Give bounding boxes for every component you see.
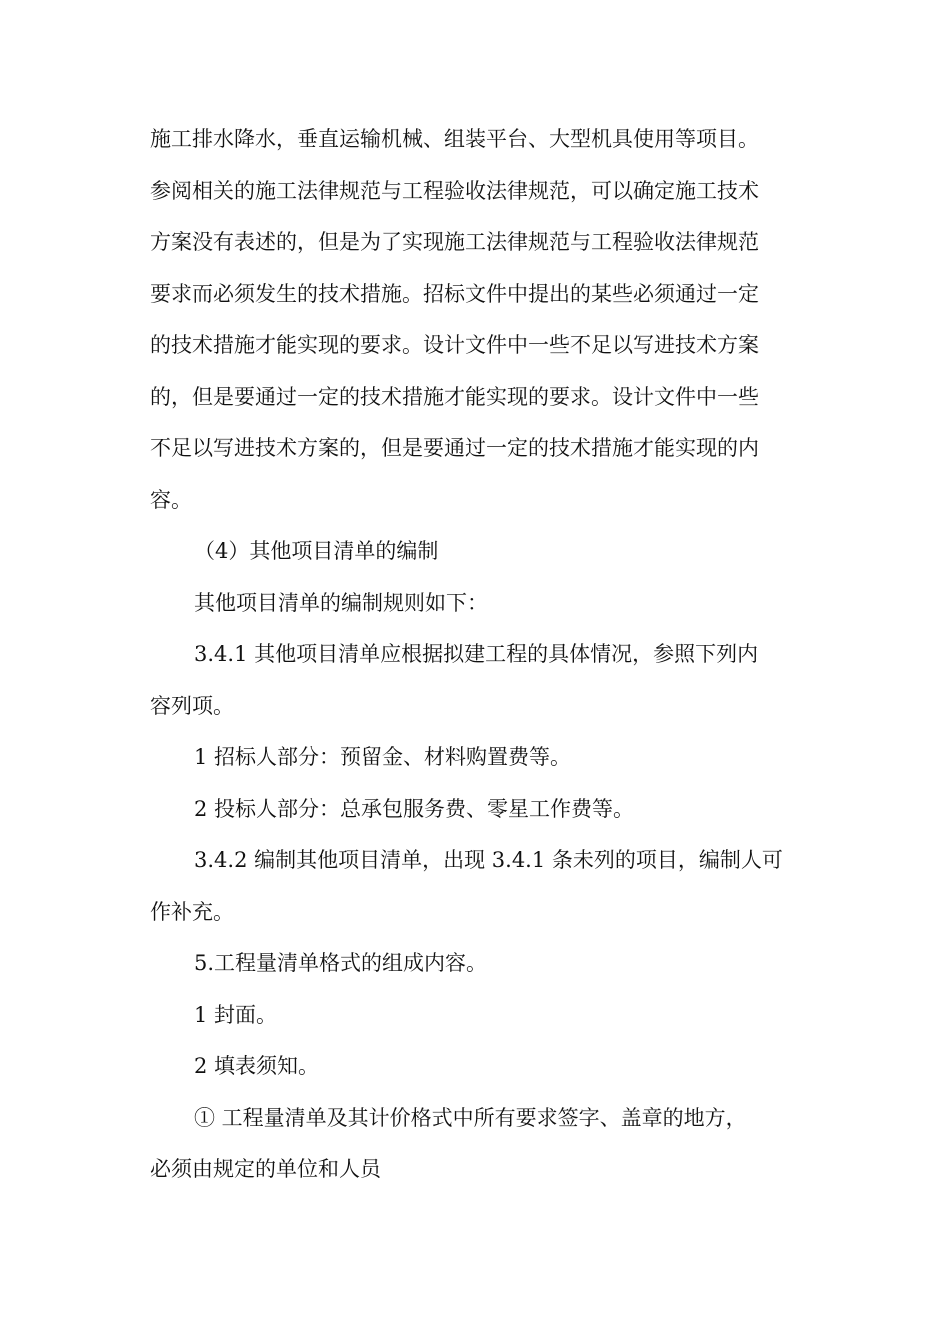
text-line: 要求而必须发生的技术措施。招标文件中提出的某些必须通过一定 — [150, 281, 759, 306]
text-line: 施工排水降水，垂直运输机械、组装平台、大型机具使用等项目。 — [150, 127, 759, 151]
text-line: 参阅相关的施工法律规范与工程验收法律规范，可以确定施工技术 — [150, 178, 759, 203]
text-line: 方案没有表述的，但是为了实现施工法律规范与工程验收法律规范 — [150, 230, 759, 254]
text-line: 容。 — [150, 487, 192, 512]
list-item: 1 封面。 — [194, 1002, 278, 1027]
text-line: 的技术措施才能实现的要求。设计文件中一些不足以写进技术方案 — [150, 333, 759, 357]
text-line: 3.4.2 编制其他项目清单，出现 3.4.1 条未列的项目，编制人可 — [194, 848, 783, 872]
list-item: 2 投标人部分：总承包服务费、零星工作费等。 — [194, 796, 635, 821]
text-line: 3.4.1 其他项目清单应根据拟建工程的具体情况，参照下列内 — [194, 642, 759, 666]
list-item: ① 工程量清单及其计价格式中所有要求签字、盖章的地方， — [194, 1105, 747, 1130]
section-heading: （4）其他项目清单的编制 — [194, 539, 439, 563]
text-line: 必须由规定的单位和人员 — [150, 1157, 381, 1181]
text-line: 不足以写进技术方案的，但是要通过一定的技术措施才能实现的内 — [150, 436, 759, 460]
text-line: 其他项目清单的编制规则如下： — [194, 590, 488, 615]
list-item: 2 填表须知。 — [194, 1054, 320, 1078]
text-line: 作补充。 — [150, 899, 234, 924]
list-item: 1 招标人部分：预留金、材料购置费等。 — [194, 745, 572, 769]
text-line: 容列项。 — [150, 693, 234, 718]
section-heading: 5.工程量清单格式的组成内容。 — [194, 951, 488, 975]
document-page — [150, 114, 800, 1196]
text-line: 的，但是要通过一定的技术措施才能实现的要求。设计文件中一些 — [150, 384, 759, 409]
